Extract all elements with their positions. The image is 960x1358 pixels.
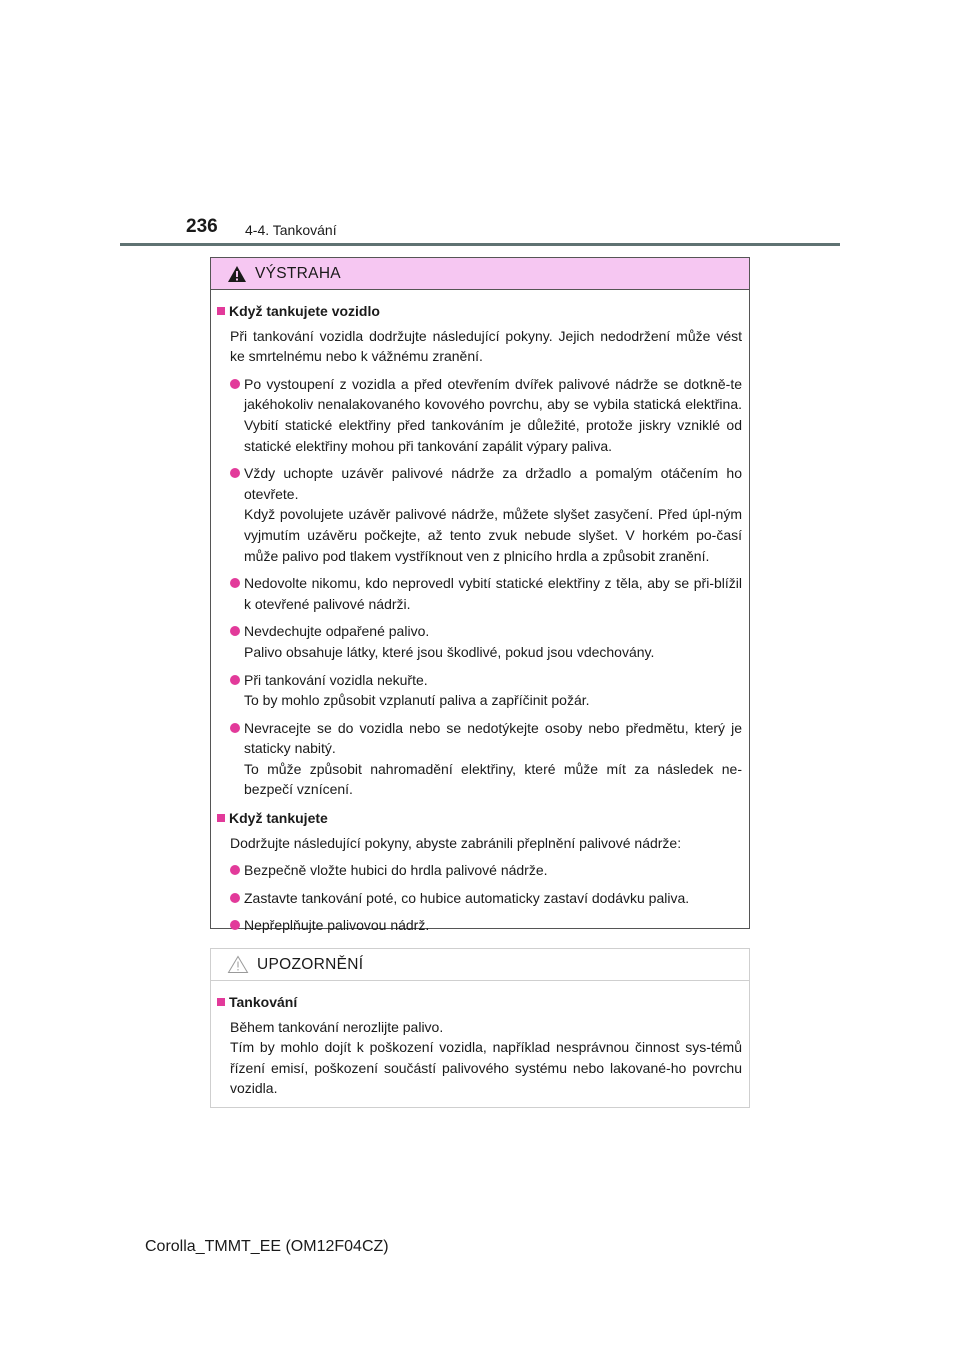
page-number: 236 — [186, 216, 218, 237]
section-heading: Tankování — [217, 992, 742, 1013]
list-item: Nevracejte se do vozidla nebo se nedotýkejte osoby nebo předmětu, který je staticky nabitý. To může způsobit nahromadění elektřiny, které může mít za následek ne-bezpečí vznícení. — [217, 718, 742, 800]
header-rule — [120, 243, 840, 246]
warning-title: VÝSTRAHA — [255, 264, 341, 282]
bullet-dot-icon — [230, 468, 240, 478]
bullet-dot-icon — [230, 626, 240, 636]
list-item: Nedovolte nikomu, kdo neprovedl vybití statické elektřiny z těla, aby se při-blížil k otevřené palivové nádrži. — [217, 573, 742, 614]
square-bullet-icon — [217, 814, 225, 822]
bullet-dot-icon — [230, 675, 240, 685]
list-item: Bezpečně vložte hubici do hrdla palivové nádrže. — [217, 860, 742, 881]
bullet-dot-icon — [230, 920, 240, 930]
bullet-dot-icon — [230, 578, 240, 588]
section-intro: Během tankování nerozlijte palivo. Tím by mohlo dojít k poškození vozidla, například nesprávnou činnost sys-témů řízení emisí, poškození součástí palivového systému nebo lakované-ho povrchu vozidla. — [230, 1018, 742, 1097]
warning-header — [211, 258, 749, 290]
section-intro: Dodržujte následující pokyny, abyste zabránili přeplnění palivové nádrže: — [230, 834, 682, 851]
list-item: Při tankování vozidla nekuřte. To by mohlo způsobit vzplanutí paliva a zapříčinit požár. — [217, 670, 742, 711]
list-item: Po vystoupení z vozidla a před otevřením dvířek palivové nádrže se dotkně-te jakéhokoliv nenalakovaného kovového povrchu, aby se vybila statická elektřina. Vybití statické elektřiny před tankováním je důležité, protože jiskry vzniklé od statické elektřiny mohou při tankování zapálit výpary paliva. — [217, 374, 742, 456]
bullet-dot-icon — [230, 723, 240, 733]
list-item: Nepřeplňujte palivovou nádrž. — [217, 915, 742, 936]
section-intro: Při tankování vozidla dodržujte následující pokyny. Jejich nedodržení může vést ke smrtelnému nebo k vážnému zranění. — [230, 327, 742, 365]
warning-box — [210, 257, 750, 934]
footer-model-code: Corolla_TMMT_EE (OM12F04CZ) — [145, 1238, 389, 1255]
caution-triangle-icon — [227, 955, 249, 974]
caution-body — [211, 981, 749, 1099]
caution-box — [210, 948, 750, 1108]
caution-title: UPOZORNĚNÍ — [257, 955, 364, 973]
list-item: Nevdechujte odpařené palivo. Palivo obsahuje látky, které jsou škodlivé, pokud jsou vdechovány. — [217, 621, 742, 662]
bullet-dot-icon — [230, 893, 240, 903]
bullet-dot-icon — [230, 379, 240, 389]
square-bullet-icon — [217, 307, 225, 315]
caution-header — [211, 949, 749, 981]
square-bullet-icon — [217, 998, 225, 1006]
list-item: Vždy uchopte uzávěr palivové nádrže za držadlo a pomalým otáčením ho otevřete. Když povolujete uzávěr palivové nádrže, můžete slyšet zasyčení. Před úpl-ným vyjmutím uzávěru počkejte, až tento zvuk nebude slyšet. V horkém po-časí může palivo pod tlakem vystříknout ven z plnicího hrdla a způsobit zranění. — [217, 463, 742, 566]
list-item: Zastavte tankování poté, co hubice automaticky zastaví dodávku paliva. — [217, 888, 742, 909]
warning-triangle-icon — [227, 265, 247, 283]
section-heading: Když tankujete — [217, 808, 742, 829]
section-title: 4-4. Tankování — [245, 222, 337, 238]
section-heading: Když tankujete vozidlo — [217, 301, 742, 322]
warning-body — [211, 290, 749, 936]
bullet-dot-icon — [230, 865, 240, 875]
